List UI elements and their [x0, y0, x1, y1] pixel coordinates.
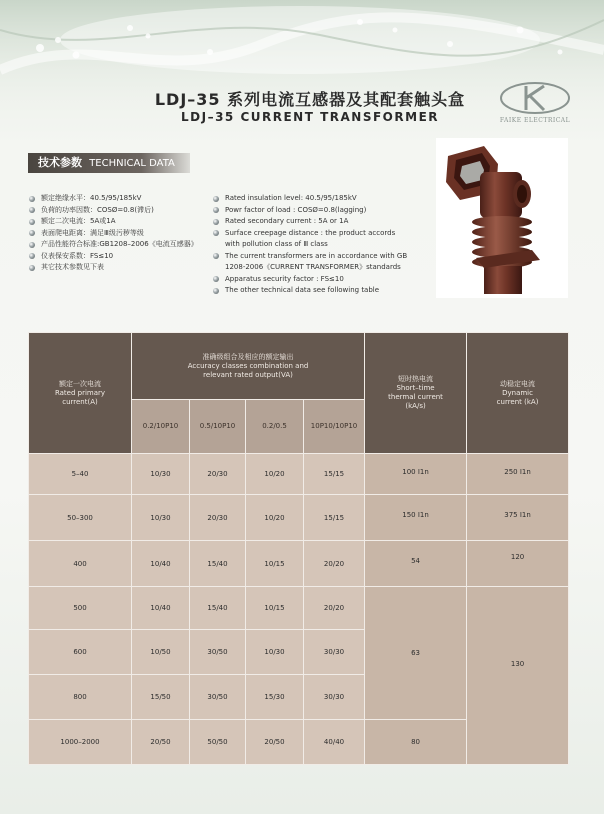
- spec-item: 负荷的功率因数：COSØ=0.8(滞后): [28, 205, 198, 217]
- spec-item: Rated secondary current : 5A or 1A: [212, 216, 407, 228]
- bullet-icon: [213, 288, 219, 294]
- cell-output: 30/50: [190, 630, 246, 675]
- cell-output: 30/50: [190, 675, 246, 720]
- cell-output: 15/40: [190, 587, 246, 630]
- cell-output: 15/50: [132, 675, 190, 720]
- bullet-icon: [29, 242, 35, 248]
- cell-output: 20/30: [190, 454, 246, 495]
- cell-current: 5–40: [29, 454, 132, 495]
- bullet-icon: [213, 196, 219, 202]
- header-rated-primary-current: 额定一次电流 Rated primary current(A): [29, 333, 132, 454]
- header-dynamic-current: 动稳定电流 Dynamic current (kA): [467, 333, 569, 454]
- cell-output: 20/50: [132, 720, 190, 765]
- spec-item: Surface creepage distance : the product accords: [212, 228, 407, 240]
- spec-item: 额定二次电流：5A或1A: [28, 216, 198, 228]
- spec-item: 产品性能符合标准:GB1208–2006《电流互感器》: [28, 239, 198, 251]
- section-heading-en: TECHNICAL DATA: [89, 158, 175, 169]
- cell-output: 10/20: [246, 454, 304, 495]
- cell-output: 15/15: [304, 495, 365, 541]
- cell-current: 1000–2000: [29, 720, 132, 765]
- cell-output: 10/40: [132, 541, 190, 587]
- cell-output: 10/15: [246, 587, 304, 630]
- spec-list-chinese: [28, 193, 198, 274]
- section-heading: [28, 153, 190, 173]
- cell-output: 20/20: [304, 541, 365, 587]
- cell-output: 10/15: [246, 541, 304, 587]
- cell-current: 800: [29, 675, 132, 720]
- bullet-icon: [29, 207, 35, 213]
- cell-output: 50/50: [190, 720, 246, 765]
- cell-dynamic-current: 130: [467, 587, 569, 765]
- table-row: [29, 587, 569, 630]
- cell-output: 10/20: [246, 495, 304, 541]
- brand-logo-text: FAIKE ELECTRICAL: [499, 117, 571, 124]
- cell-dynamic-current: 375 I1n: [467, 495, 569, 541]
- bullet-icon: [29, 196, 35, 202]
- cell-output: 10/50: [132, 630, 190, 675]
- bullet-icon: [213, 276, 219, 282]
- cell-output: 10/30: [132, 454, 190, 495]
- bullet-icon: [29, 253, 35, 259]
- subheader-accuracy-class: 0.5/10P10: [190, 400, 246, 454]
- cell-dynamic-current: 250 I1n: [467, 454, 569, 495]
- bullet-icon: [213, 230, 219, 236]
- cell-output: 20/30: [190, 495, 246, 541]
- spec-item: 仪表保安系数：FS≤10: [28, 251, 198, 263]
- cell-thermal-current: 63: [365, 587, 467, 720]
- cell-output: 15/15: [304, 454, 365, 495]
- cell-output: 40/40: [304, 720, 365, 765]
- cell-output: 10/30: [132, 495, 190, 541]
- cell-thermal-current: 100 I1n: [365, 454, 467, 495]
- bullet-icon: [213, 253, 219, 259]
- subheader-accuracy-class: 0.2/0.5: [246, 400, 304, 454]
- cell-thermal-current: 80: [365, 720, 467, 765]
- bullet-icon: [213, 207, 219, 213]
- table-row: [29, 495, 569, 541]
- spec-item: Rated insulation level: 40.5/95/185kV: [212, 193, 407, 205]
- cell-output: 15/40: [190, 541, 246, 587]
- cell-output: 15/30: [246, 675, 304, 720]
- cell-output: 10/30: [246, 630, 304, 675]
- spec-item: 其它技术参数见下表: [28, 262, 198, 274]
- spec-table-container: [28, 332, 568, 764]
- spec-item: 表面爬电距离：满足Ⅲ级污秽等级: [28, 228, 198, 240]
- section-heading-cn: 技术参数: [38, 156, 82, 169]
- spec-list-english: [212, 193, 407, 297]
- cell-current: 400: [29, 541, 132, 587]
- cell-output: 20/50: [246, 720, 304, 765]
- bullet-icon: [213, 219, 219, 225]
- table-row: [29, 454, 569, 495]
- spec-item: 额定绝缘水平：40.5/95/185kV: [28, 193, 198, 205]
- spec-item: The other technical data see following table: [212, 285, 407, 297]
- cell-current: 500: [29, 587, 132, 630]
- spec-table: [28, 332, 569, 765]
- bullet-icon: [29, 230, 35, 236]
- cell-output: 30/30: [304, 675, 365, 720]
- cell-dynamic-current: 120: [467, 541, 569, 587]
- cell-thermal-current: 150 I1n: [365, 495, 467, 541]
- cell-output: 20/20: [304, 587, 365, 630]
- spec-item: Powr factor of load : COSØ=0.8(lagging): [212, 205, 407, 217]
- subheader-accuracy-class: 10P10/10P10: [304, 400, 365, 454]
- subheader-accuracy-class: 0.2/10P10: [132, 400, 190, 454]
- product-photo: [436, 138, 568, 298]
- title-english: LDJ–35 CURRENT TRANSFORMER: [181, 110, 439, 124]
- cell-output: 30/30: [304, 630, 365, 675]
- bullet-icon: [29, 265, 35, 271]
- cell-current: 50–300: [29, 495, 132, 541]
- spec-item-continued: 1208-2006《CURRENT TRANSFORMER》standards: [225, 263, 401, 271]
- bullet-icon: [29, 219, 35, 225]
- cell-output: 10/40: [132, 587, 190, 630]
- header-short-time-thermal-current: 短时热电流 Short–time thermal current (kA/s): [365, 333, 467, 454]
- spec-item: Apparatus security factor : FS≤10: [212, 274, 407, 286]
- cell-thermal-current: 54: [365, 541, 467, 587]
- spec-item: The current transformers are in accordance with GB: [212, 251, 407, 263]
- spec-item-continued: with pollution class of Ⅲ class: [225, 240, 328, 248]
- table-row: [29, 541, 569, 587]
- title-chinese: LDJ–35 系列电流互感器及其配套触头盒: [154, 90, 466, 109]
- header-accuracy-classes: 准确级组合及相应的额定输出 Accuracy classes combination and relevant rated output(VA): [132, 333, 365, 400]
- cell-current: 600: [29, 630, 132, 675]
